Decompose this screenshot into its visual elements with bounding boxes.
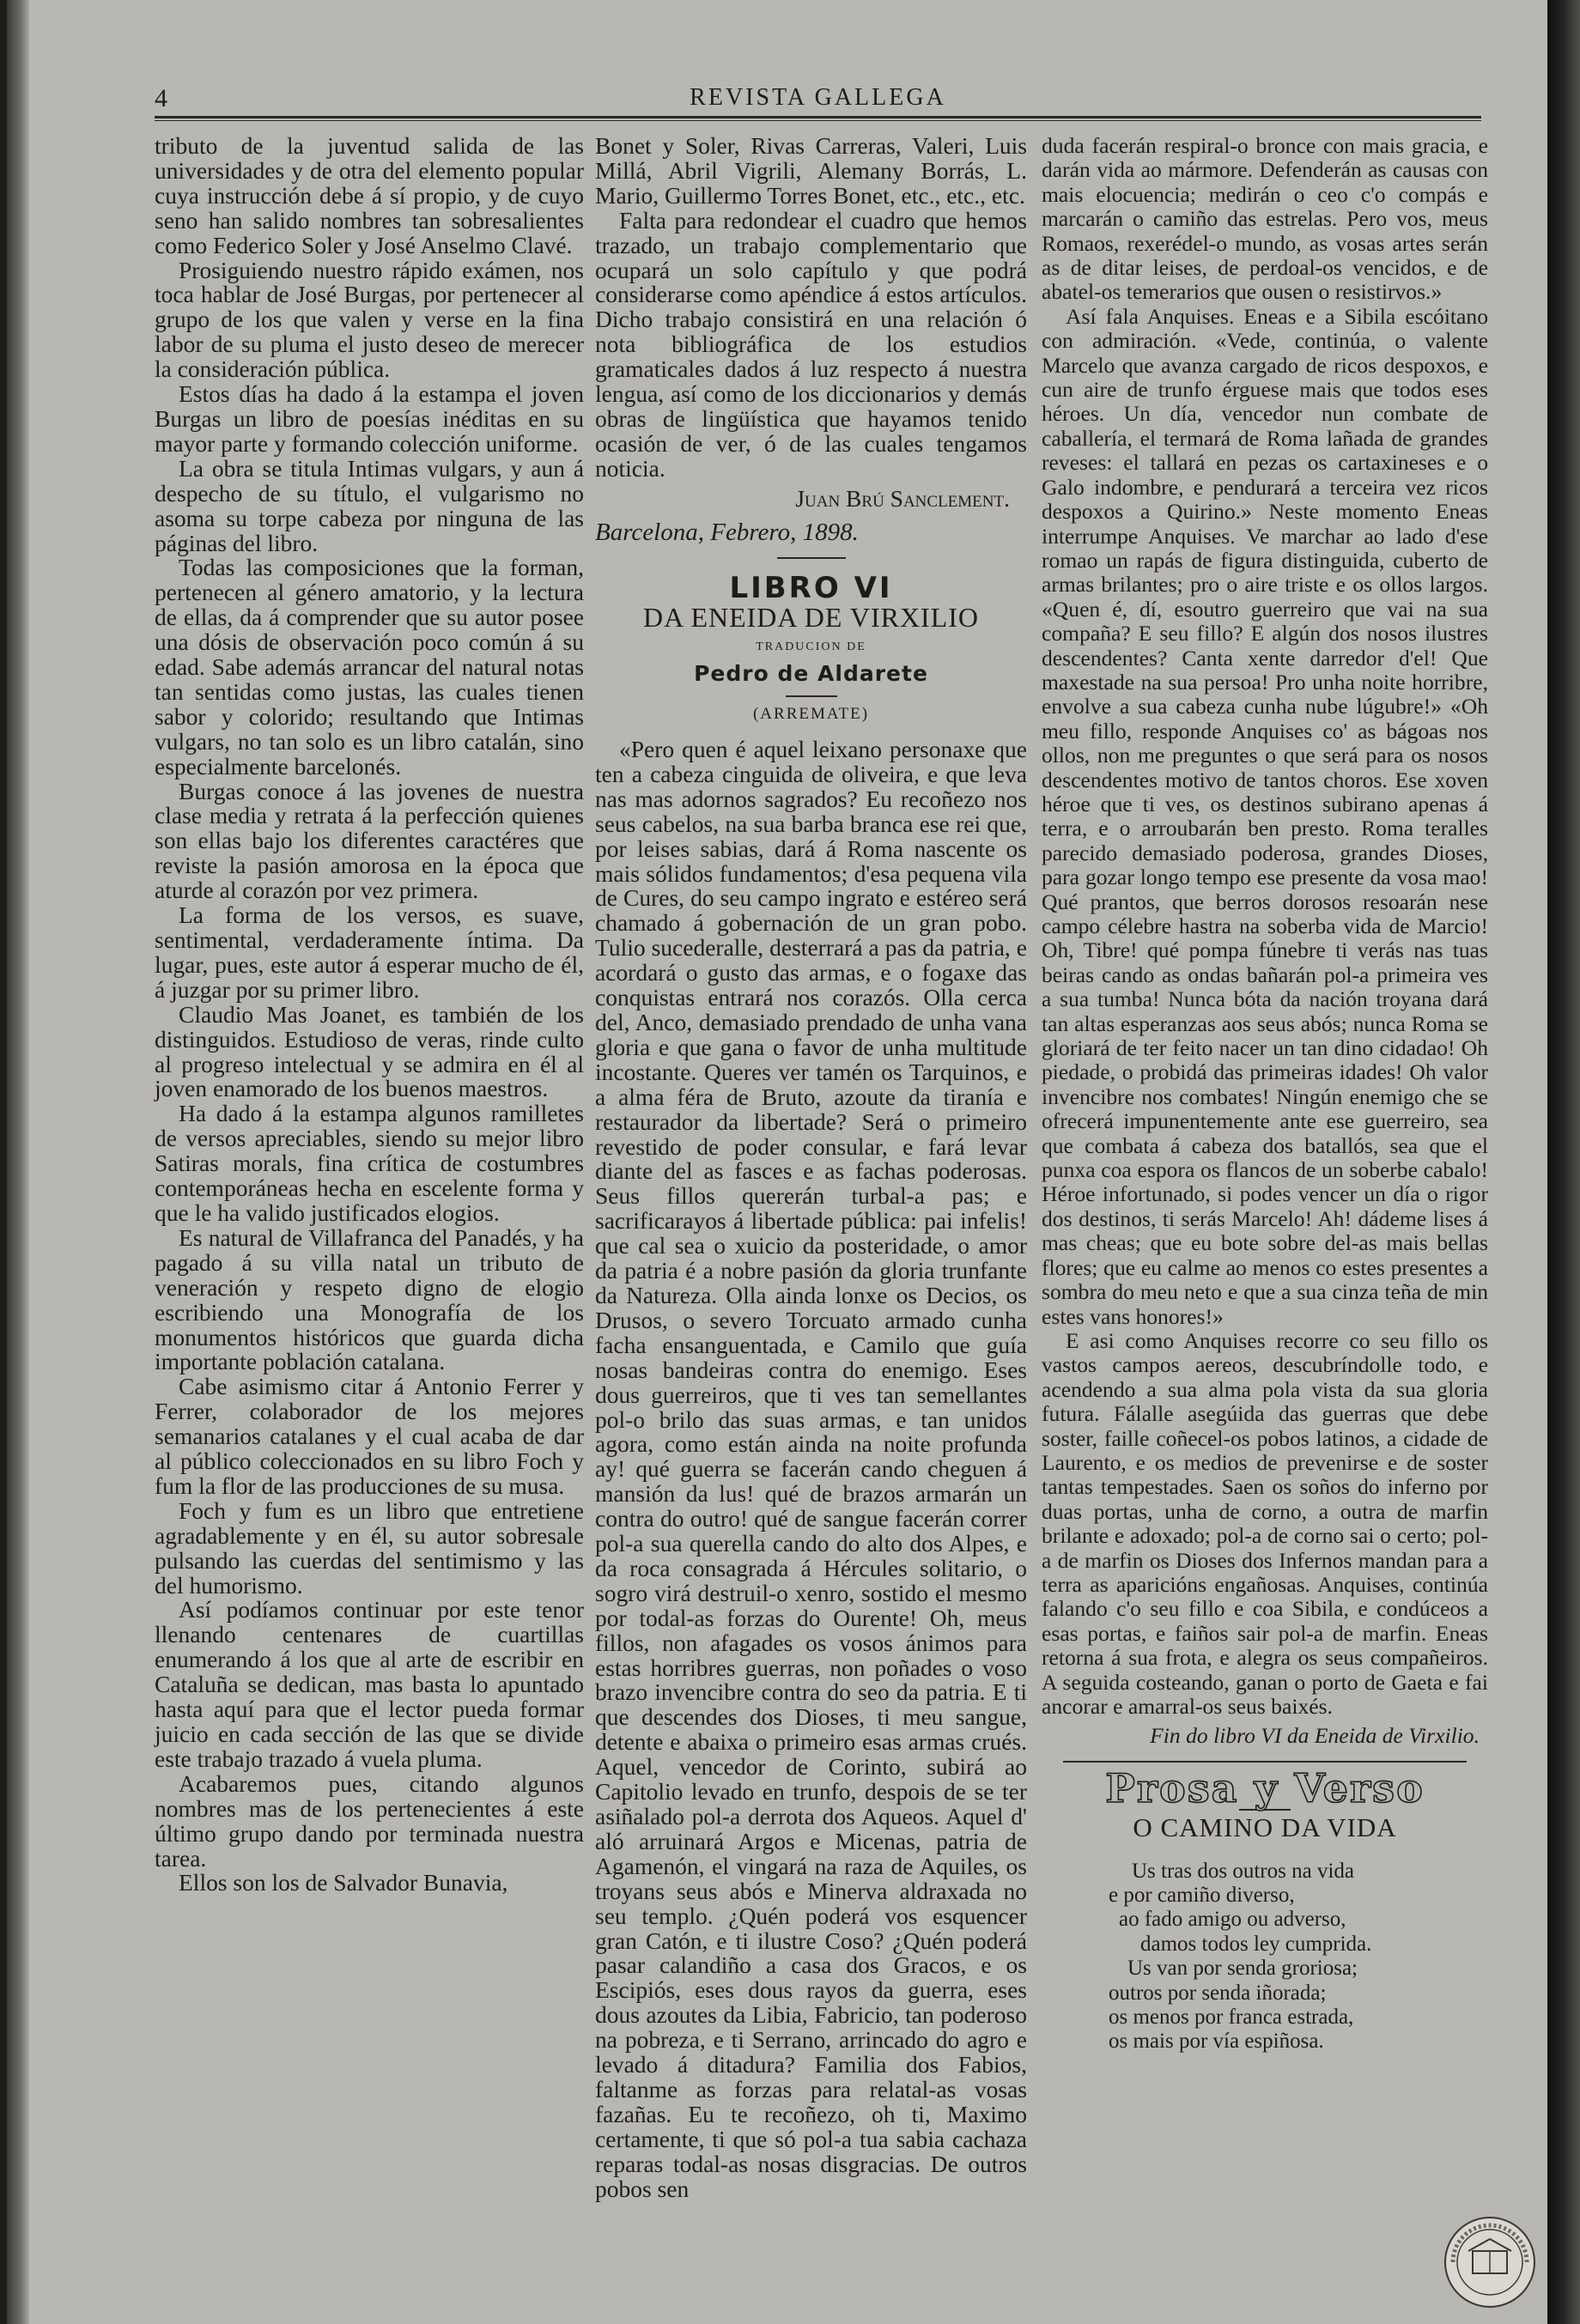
place-date: Barcelona, Febrero, 1898. bbox=[595, 518, 859, 546]
paragraph: tributo de la juventud salida de las universidades y de otra del elemento popular cuya instrucción debe á sí propio, y de cuyo seno han salido nombres tan sobresalientes como Federico Soler y José Anselmo Clavé. bbox=[155, 132, 584, 258]
section-divider bbox=[777, 557, 846, 559]
paragraph: Ha dado á la estampa algunos ramilletes de versos apreciables, siendo su mejor libro Satiras morals, fina crítica de costumbres contemporáneas hecha en escelente forma y que le ha valido justificados elogios. bbox=[155, 1100, 584, 1226]
section-label: (ARREMATE) bbox=[752, 705, 870, 724]
paragraph: Prosiguiendo nuestro rápido exámen, nos toca hablar de José Burgas, por pertenecer al grupo de los que valen y verse en la fina labor de su pluma el justo deseo de merecer la consideración pública. bbox=[155, 256, 584, 383]
book-title: LIBRO VI bbox=[729, 570, 893, 605]
paragraph: Falta para redondear el cuadro que hemos trazado, un trabajo complementario que ocupará un solo capítulo y que podrá considerarse como apéndice á estos artículos. Dicho trabajo consistirá en una relación ó nota bibliográfica de los estudios gramaticales dados á luz respecto á nuestra lengua, así como de los diccionarios y demás obras de lingüística que hayamos tenido ocasión de ver, ó de las cuales tengamos noticia. bbox=[595, 206, 1027, 482]
paragraph: Así podíamos continuar por este tenor llenando centenares de cuartillas enumerando á los que al arte de escribir en Cataluña se dedican, mas basta lo apuntado hasta aquí para que el lector pueda formar juicio en cada sección de las que se divide este trabajo trazado á vuela pluma. bbox=[155, 1596, 584, 1772]
work-title: DA ENEIDA DE VIRXILIO bbox=[642, 602, 980, 634]
poem-line: os menos por franca estrada, bbox=[1109, 2005, 1354, 2030]
library-seal-icon bbox=[1443, 2215, 1537, 2309]
paragraph: Cabe asimismo citar á Antonio Ferrer y Ferrer, colaborador de los mejores semanarios catalanes y el cual acaba de dar al público coleccionados en su libro Foch y fum la flor de las producciones de su musa. bbox=[155, 1373, 584, 1499]
paragraph: Burgas conoce á las jovenes de nuestra clase media y retrata á la perfección quienes son ellas bajo los diferentes caractéres que reviste la pasión amorosa en la época que aturde al corazón por vez primera. bbox=[155, 777, 584, 904]
section-divider bbox=[786, 695, 837, 697]
column-3 bbox=[1042, 134, 1488, 2054]
paragraph: Es natural de Villafranca del Panadés, y ha pagado á su villa natal un tributo de veneración y respeto digno de elogio escribiendo una Monografía de los monumentos históricos que guarda dicha importante población catalana. bbox=[155, 1223, 584, 1375]
poem-line: Us van por senda groriosa; bbox=[1127, 1957, 1358, 1981]
journal-title: REVISTA GALLEGA bbox=[690, 84, 946, 111]
closing-line: Fin do libro VI da Eneida de Virxilio. bbox=[1150, 1723, 1480, 1749]
paragraph: Estos días ha dado á la estampa el joven Burgas un libro de poesías inéditas en su mayor parte y formando colección uniforme. bbox=[155, 380, 584, 457]
page-number: 4 bbox=[155, 84, 167, 112]
poem-line: ao fado amigo ou adverso, bbox=[1119, 1908, 1346, 1932]
paragraph: «Pero quen é aquel leixano personaxe que ten a cabeza cinguida de oliveira, e que leva nas mas adornos sagrados? Eu recoñezo nos seus cabelos, na sua barba branca ese rei que, por leises sabias, dará á Roma nascente os mais sólidos fundamentos; d'esa pequena vila de Cures, do seu campo ingrato e estéreo será chamado á gobernación de un gran pobo. Tulio sucederalle, desterrará a pas da patria, e acordará o gusto das armas, e o fogaxe das conquistas entrará nos corazós. Olla cerca del, Anco, demasiado prendado de unha vana gloria e que gana o favor de unha multitude incostante. Queres ver tamén os Tarquinos, e a alma féra de Bruto, azoute da tiranía e restaurador da libertade? Será o primeiro revestido de poder consular, e fará levar diante del as fasces e as fachas poderosas. Seus fillos quererán turbal-a pas; e sacrificarayos á libertade pública: pai infelis! que cal sea o xuicio da posteridade, o amor da patria é a nobre pasión da gloria trunfante da Natureza. Olla ainda lonxe os Decios, os Drusos, o severo Torcuato armado cunha facha ensanguentada, e Camilo que guía nosas bandeiras contra do enemigo. Eses dous guerreiros, que ti ves tan semellantes pol-o brilo das suas armas, e tan unidos agora, como están ainda na noite profunda ay! qué guerra se facerán cando cheguen á mansión da lus! qué de brazos armarán un contra do outro! qué de sangue facerán correr pol-a sua querella cando do alto dos Alpes, e da roca consagrada á Hércules solitario, o sogro virá destruil-o xenro, sostido el mesmo por todal-as forzas do Ourente! Oh, meus fillos, non afagades os vosos ánimos para estas horribres guerras, non poñades o voso brazo invencibre contra do seo da patria. E ti que descendes dos Dioses, ti meu sangue, detente e abaixa o primeiro esas armas crués. Aquel, vencedor de Corinto, subirá ao Capitolio levado en trunfo, despois de se ter asiñalado pol-a derrota dos Aqueos. Aquel d' aló arruinará Argos e Micenas, patria de Agamenón, el vingará na raza de Aquiles, os troyans seus abós e Minerva aldraxada no seu templo. ¿Quén poderá vos esquencer gran Catón, e ti ilustre Coso? ¿Quén poderá pasar calandiño a casa dos Gracos, e os Escipiós, eses dous rayos da guerra, eses dous azoutes da Libia, Fabricio, tan poderoso na pobreza, e ti Serrano, arrincado do agro e levado á ditadura? Familia dos Fabios, faltanme as forzas para relatal-as vosas fazañas. Eu te recoñezo, oh ti, Maximo certamente, ti que só pol-a tua sabia cachaza reparas todal-as nosas disgracias. De outros pobos sen bbox=[595, 736, 1027, 2202]
author-signature: Juan Brú Sanclement. bbox=[795, 484, 1010, 512]
column-2 bbox=[595, 134, 1027, 2202]
paragraph: duda facerán respiral-o bronce con mais gracia, e darán vida ao mármore. Defenderán as causas con mais elocuencia; medirán o ceo c'o compás e marcarán o camiño das estrelas. Pero vos, meus Romaos, rexerédel-o mundo, as vosas artes serán as de ditar leises, de perdoal-os vencidos, e de abatel-os temerarios que ousen o resistirvos.» bbox=[1042, 133, 1488, 305]
poem-line: outros por senda iñorada; bbox=[1109, 1981, 1327, 2005]
poem-line: e por camiño diverso, bbox=[1109, 1884, 1295, 1908]
translation-label: TRADUCION DE bbox=[756, 640, 866, 654]
page-edge-shadow bbox=[7, 0, 29, 2324]
poem-line: Us tras dos outros na vida bbox=[1132, 1859, 1354, 1883]
paragraph: Bonet y Soler, Rivas Carreras, Valeri, Luis Millá, Abril Vigrili, Alemany Borrás, L. Mario, Guillermo Torres Bonet, etc., etc., etc. bbox=[595, 132, 1027, 209]
book-spine bbox=[1547, 0, 1580, 2324]
translator-name: Pedro de Aldarete bbox=[694, 661, 928, 687]
paragraph: Ellos son los de Salvador Bunavia, bbox=[179, 1869, 508, 1896]
poem-line: damos todos ley cumprida. bbox=[1140, 1932, 1372, 1956]
section-divider bbox=[1063, 1761, 1467, 1763]
poem-line: os mais por vía espiñosa. bbox=[1109, 2030, 1324, 2054]
column-1 bbox=[155, 134, 584, 1896]
paragraph: Todas las composiciones que la forman, pertenecen al género amatorio, y la lectura de ellas, da á comprender que su autor posee una dósis de observación poco común á su edad. Sabe además arrancar del natural notas tan sentidas como justas, las cuales tienen sabor y colorido; resultando que Intimas vulgars, no tan solo es un libro catalán, sino especialmente barcelonés. bbox=[155, 554, 584, 780]
paragraph: Claudio Mas Joanet, es también de los distinguidos. Estudioso de veras, rinde culto al progreso intelectual y se admira en él al joven enamorado de los buenos maestros. bbox=[155, 1000, 584, 1102]
section-masthead: Prosa y Verso bbox=[1105, 1764, 1425, 1811]
paragraph: E asi como Anquises recorre co seu fillo os vastos campos aereos, descubríndolle todo, e acendendo a sua alma pola vista da sua gloria futura. Fálalle asegúida das guerras que debe soster, faille coñecel-os pobos latinos, a cidade de Laurento, e os medios de prevenirse e de soster tantas tempestades. Saen os soños do inferno por duas portas, unha de corno, a outra de marfin brilante e adoxado; pol-a de corno sai o certo; pol-a de marfin os Dioses dos Infernos mandan para a terra as aparicións engañosas. Anquises, continúa falando c'o seu fillo e coa Sibila, e condúceos a esas portas, e faiños sair pol-a de marfin. Eneas retorna á sua frota, e alegra os seus compañeiros. A seguida costeando, ganan o porto de Gaeta e fai ancorar e amarral-os seus baixés. bbox=[1042, 1327, 1488, 1719]
paragraph: Foch y fum es un libro que entretiene agradablemente y en él, su autor sobresale pulsando las cuerdas del sentimismo y las del humorismo. bbox=[155, 1496, 584, 1599]
poem-title: O CAMINO DA VIDA bbox=[1133, 1812, 1397, 1843]
paragraph: Acabaremos pues, citando algunos nombres mas de los pertenecientes á este último grupo dando por terminada nuestra tarea. bbox=[155, 1769, 584, 1872]
header-rule bbox=[155, 116, 1481, 121]
paragraph: La forma de los versos, es suave, sentimental, verdaderamente íntima. Da lugar, pues, este autor á esperar mucho de él, á juzgar por su primer libro. bbox=[155, 901, 584, 1003]
paragraph: La obra se titula Intimas vulgars, y aun á despecho de su título, el vulgarismo no asoma su torpe cabeza por ninguna de las páginas del libro. bbox=[155, 454, 584, 556]
paragraph: Así fala Anquises. Eneas e a Sibila escóitano con admiración. «Vede, continúa, o valente Marcelo que avanza cargado de ricos despoxos, e cun aire de trunfo érguese mais que todos eses héroes. Un día, vencedor nun combate de caballería, el termará de Roma lañada de grandes reveses: el tallará en pezas os cartaxineses e o Galo indombre, e pendurará a terceira vez ricos despoxos a Quirino.» Neste momento Eneas interrumpe Anquises. Ve marchar ao lado d'ese romao un rapás de figura distinguida, cuberto de armas brilantes; pro o aire triste e os ollos largos. «Quen é, dí, esoutro guerreiro que vai na sua compaña? E seu fillo? E algún dos nosos ilustres descendentes? Canta xente darredor d'el! Que maxestade na sua persoa! Pro unha noite horribre, envolve a sua cabeza cunha nube lúgubre!» «Oh meu fillo, responde Anquises co' as bágoas nos ollos, non me preguntes o que será para os nosos descendentes motivo de tantos choros. Ese xoven héroe que ti ves, os destinos subirano apenas á terra, e o arroubarán ben presto. Roma teralles parecido demasiado poderosa, grandes Dioses, para gozar longo tempo ese presente da vosa mao! Qué prantos, que berros dorosos resoarán nese campo célebre hastra na soberba vida de Marcio! Oh, Tibre! qué pompa fúnebre ti verás nas tuas beiras cando as ondas bañarán pol-a primeira ves a sua tumba! Nunca bóta da nación troyana dará tan altas esperanzas aos seus abós; nunca Roma se gloriará de ter feito nacer un tan dino cidadao! Oh piedade, o probidá das primeiras idades! Oh valor invencibre nos combates! Ningún enemigo che se ofrecerá impunentemente ante ese guerreiro, sea que combata á cabeza dos batallós, sea que el punxa coa espora os flancos de un soberbe cabalo! Héroe infortunado, si podes vencer un día o rigor dos destinos, ti serás Marcelo! Ah! dádeme lises á mas cheas; que eu bote sobre del-as mais bellas flores; que eu calme ao menos co estes presentes a sombra do meu neto e que a sua cinza teña de min estes vans honores!» bbox=[1042, 303, 1488, 1329]
